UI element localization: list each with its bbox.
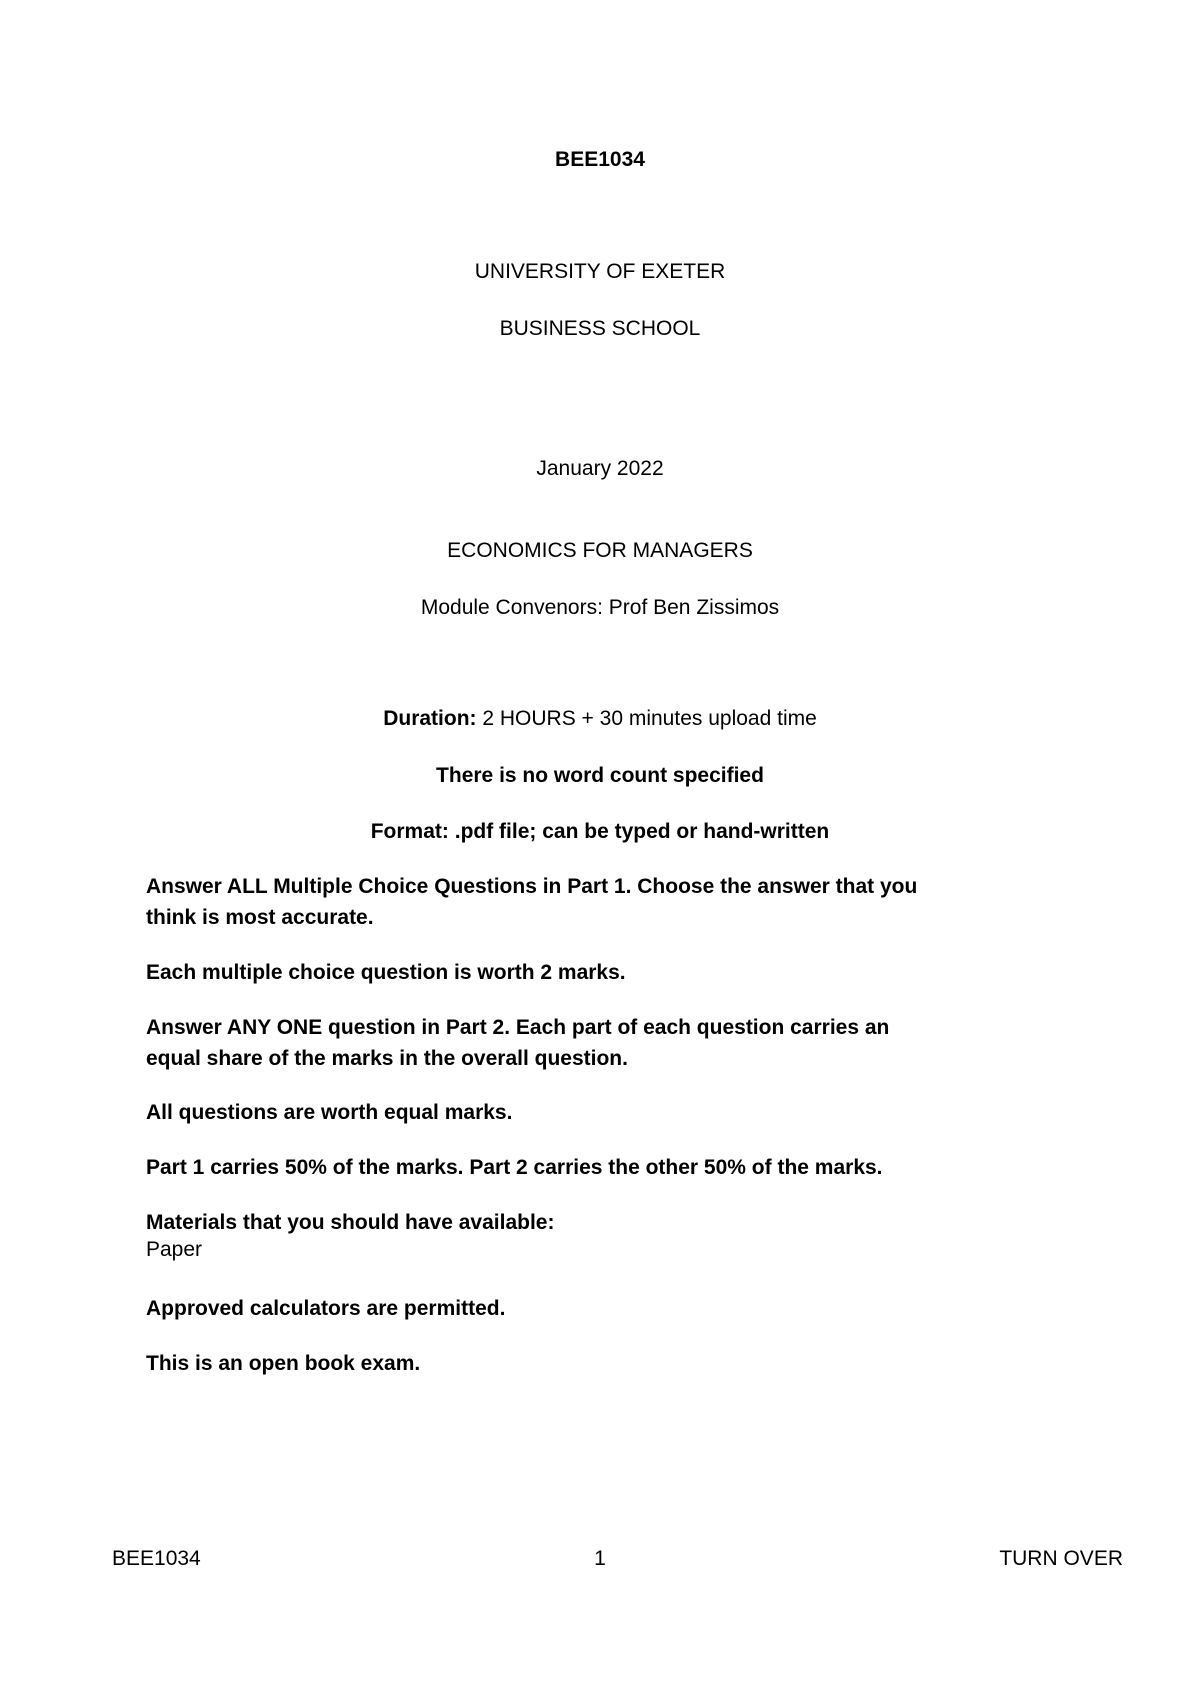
duration-line xyxy=(0,705,1200,733)
module-title: ECONOMICS FOR MANAGERS xyxy=(447,539,753,562)
materials-label: Materials that you should have available: xyxy=(146,1211,555,1234)
equal-marks-note: All questions are worth equal marks. xyxy=(146,1101,513,1124)
exam-date: January 2022 xyxy=(536,457,664,480)
footer-module-code: BEE1034 xyxy=(112,1547,201,1570)
word-count-note: There is no word count specified xyxy=(436,764,764,787)
duration-value: 2 HOURS + 30 minutes upload time xyxy=(476,707,817,730)
module-code-heading: BEE1034 xyxy=(555,148,645,171)
weighting-note: Part 1 carries 50% of the marks. Part 2 carries the other 50% of the marks. xyxy=(146,1156,883,1179)
footer-turn-over: TURN OVER xyxy=(999,1547,1123,1570)
footer-page-number: 1 xyxy=(594,1547,606,1570)
part1-instruction xyxy=(146,871,1066,933)
part2-instruction-line2: equal share of the marks in the overall question. xyxy=(146,1047,628,1070)
materials-section xyxy=(146,1207,1066,1265)
duration-label: Duration: xyxy=(383,707,477,730)
part1-instruction-line1: Answer ALL Multiple Choice Questions in Part 1. Choose the answer that you xyxy=(146,875,918,898)
module-convenors: Module Convenors: Prof Ben Zissimos xyxy=(420,596,780,619)
part2-instruction-line1: Answer ANY ONE question in Part 2. Each part of each question carries an xyxy=(146,1016,890,1039)
part2-instruction xyxy=(146,1012,1066,1074)
school-name: BUSINESS SCHOOL xyxy=(499,317,701,340)
university-name: UNIVERSITY OF EXETER xyxy=(474,260,726,283)
calculators-note: Approved calculators are permitted. xyxy=(146,1297,506,1320)
part1-instruction-line2: think is most accurate. xyxy=(146,906,374,929)
mc-worth-note: Each multiple choice question is worth 2 marks. xyxy=(146,961,626,984)
materials-item: Paper xyxy=(146,1238,203,1261)
open-book-note: This is an open book exam. xyxy=(146,1352,421,1375)
format-note: Format: .pdf file; can be typed or hand-written xyxy=(370,820,830,843)
